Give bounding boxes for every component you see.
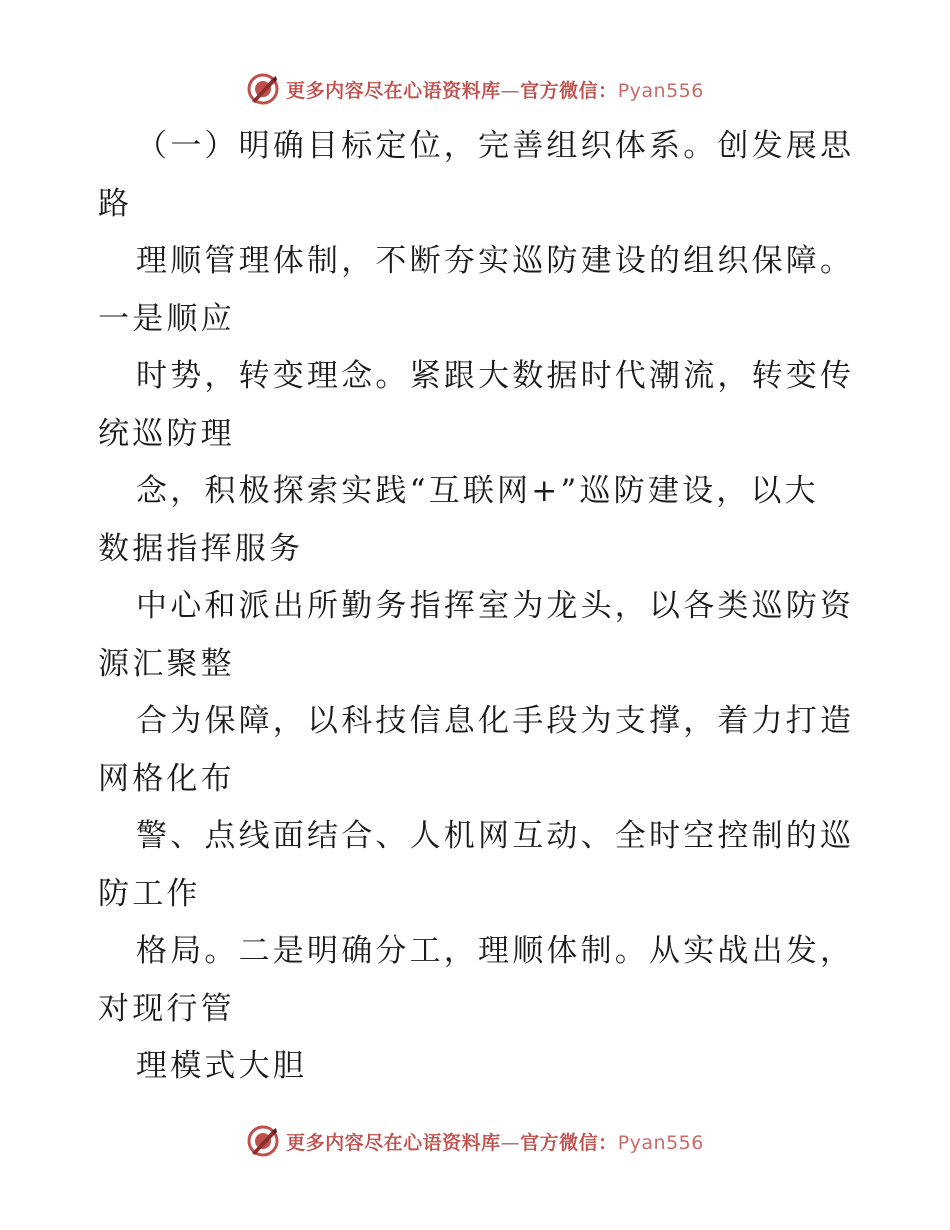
text-line: 时势，转变理念。紧跟大数据时代潮流，转变传 (136, 358, 855, 394)
text-line: 路 (98, 185, 133, 222)
pen-logo-icon (246, 1124, 280, 1158)
text-line: 防工作 (98, 875, 201, 912)
text-line: 统巡防理 (98, 415, 235, 452)
text-line: 网格化布 (98, 760, 235, 797)
text-line: 源汇聚整 (98, 645, 235, 682)
text-line: 警、点线面结合、人机网互动、全时空控制的巡 (136, 818, 855, 854)
text-line: 理顺管理体制，不断夯实巡防建设的组织保障。 (136, 243, 855, 279)
text-line: 理模式大胆 (136, 1048, 307, 1084)
watermark-text: 更多内容尽在心语资料库—官方微信：Pyan556 (286, 1131, 704, 1154)
text-line: 中心和派出所勤务指挥室为龙头，以各类巡防资 (136, 588, 855, 624)
text-line: 数据指挥服务 (98, 530, 304, 567)
text-line: 合为保障，以科技信息化手段为支撑，着力打造 (136, 703, 855, 739)
document-body (98, 118, 858, 1096)
watermark-text: 更多内容尽在心语资料库—官方微信：Pyan556 (286, 79, 704, 102)
text-line: 念，积极探索实践“互联网+”巡防建设，以大 (136, 473, 819, 509)
text-line: 格局。二是明确分工，理顺体制。从实战出发， (136, 933, 855, 969)
text-line: 一是顺应 (98, 300, 235, 337)
footer-watermark (0, 1124, 950, 1158)
header-watermark (0, 72, 950, 106)
text-line: （一）明确目标定位，完善组织体系。创发展思 (136, 128, 855, 164)
pen-logo-icon (246, 72, 280, 106)
text-line: 对现行管 (98, 990, 235, 1027)
